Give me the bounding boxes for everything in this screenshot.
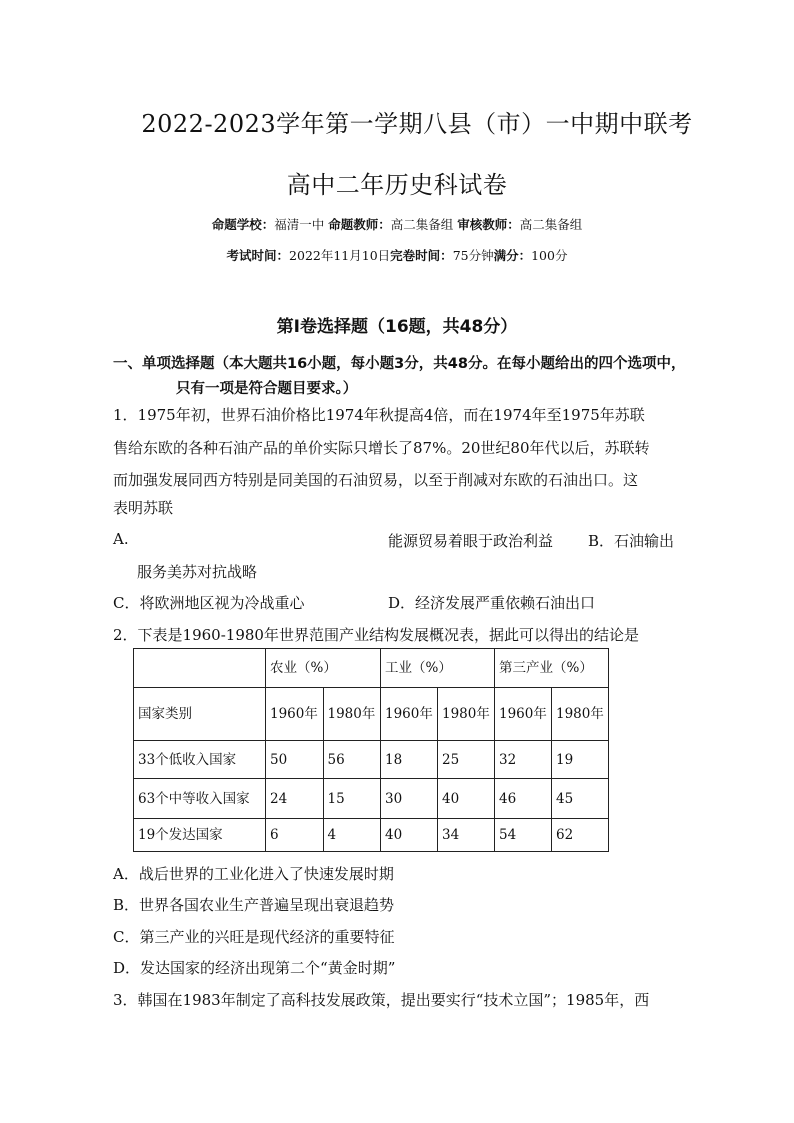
table-corner-cell [134,649,266,688]
table-cell: 19 [552,741,609,779]
meta-label: 审核教师： [457,217,520,232]
table-year-cell: 1960年 [266,688,324,741]
exam-meta-authors [0,215,794,233]
table-cell: 32 [495,741,552,779]
table-cell: 24 [266,779,324,819]
table-cell: 46 [495,779,552,819]
table-cell: 30 [381,779,438,819]
q1-option-b-cont: 服务美苏对抗战略 [137,563,258,581]
meta-value: 高二集备组 [519,217,583,232]
table-cell: 50 [266,741,324,779]
table-row-label: 63个中等收入国家 [134,779,266,819]
meta-value: 75分钟 [452,248,494,263]
q1-stem-line: 1．1975年初，世界石油价格比1974年秋提高4倍，而在1974年至1975年苏联 [113,406,645,424]
table-row-label: 33个低收入国家 [134,741,266,779]
q2-option-b: B．世界各国农业生产普遍呈现出衰退趋势 [113,896,395,914]
q2-option-c: C．第三产业的兴旺是现代经济的重要特征 [113,928,395,946]
meta-value: 高二集备组 [390,217,454,232]
q1-option-a: 能源贸易着眼于政治利益 [388,532,554,550]
exam-meta-time [0,246,794,264]
q1-option-d: D．经济发展严重依赖石油出口 [388,594,596,612]
table-cell: 56 [323,741,381,779]
table-year-row [134,688,609,741]
part-title: 第Ⅰ卷选择题（16题，共48分） [276,317,518,337]
table-cell: 18 [381,741,438,779]
q1-option-b: B．石油输出 [588,532,675,550]
exam-title-line1: 2022-2023学年第一学期八县（市）一中期中联考 [141,110,693,138]
meta-label: 考试时间： [226,248,290,263]
q3-stem: 3．韩国在1983年制定了高科技发展政策，提出要实行“技术立国”；1985年，西 [113,991,650,1009]
table-cell: 40 [381,819,438,852]
meta-label: 命题学校： [211,217,275,232]
q2-stem: 2．下表是1960-1980年世界范围产业结构发展概况表，据此可以得出的结论是 [113,626,639,644]
q2-option-a: A．战后世界的工业化进入了快速发展时期 [113,865,394,883]
table-cell: 15 [323,779,381,819]
q1-stem-line: 表明苏联 [113,499,174,517]
table-header-row [134,649,609,688]
industry-structure-table [133,648,609,852]
q1-option-c: C．将欧洲地区视为冷战重心 [113,594,305,612]
exam-title-line2: 高中二年历史科试卷 [286,171,508,199]
q1-stem-line: 售给东欧的各种石油产品的单价实际只增长了87%。20世纪80年代以后，苏联转 [113,439,650,457]
meta-label: 完卷时间： [390,248,453,263]
q1-stem-line: 而加强发展同西方特别是同美国的石油贸易，以至于削减对东欧的石油出口。这 [113,471,639,489]
table-year-cell: 1980年 [323,688,381,741]
section-heading-cont: 只有一项是符合题目要求。） [176,381,358,397]
table-cell: 6 [266,819,324,852]
table-year-cell: 1980年 [438,688,495,741]
table-row [134,779,609,819]
table-group-header: 农业（%） [266,649,381,688]
table-cell: 45 [552,779,609,819]
table-year-cell: 1960年 [381,688,438,741]
table-row-header: 国家类别 [134,688,266,741]
q1-option-a-label: A. [113,530,129,548]
table-cell: 62 [552,819,609,852]
table-cell: 25 [438,741,495,779]
q2-option-d: D．发达国家的经济出现第二个“黄金时期” [113,959,396,977]
table-cell: 40 [438,779,495,819]
meta-value: 100分 [531,248,568,263]
table-group-header: 第三产业（%） [495,649,609,688]
meta-label: 命题教师： [328,217,391,232]
table-cell: 34 [438,819,495,852]
table-group-header: 工业（%） [381,649,495,688]
table-year-cell: 1960年 [495,688,552,741]
table-year-cell: 1980年 [552,688,609,741]
table-row [134,741,609,779]
meta-value: 福清一中 [274,217,325,232]
table-cell: 4 [323,819,381,852]
meta-value: 2022年11月10日 [289,248,391,263]
table-row [134,819,609,852]
table-cell: 54 [495,819,552,852]
meta-label: 满分： [493,248,532,263]
section-heading: 一、单项选择题（本大题共16小题，每小题3分，共48分。在每小题给出的四个选项中， [113,356,686,372]
table-row-label: 19个发达国家 [134,819,266,852]
